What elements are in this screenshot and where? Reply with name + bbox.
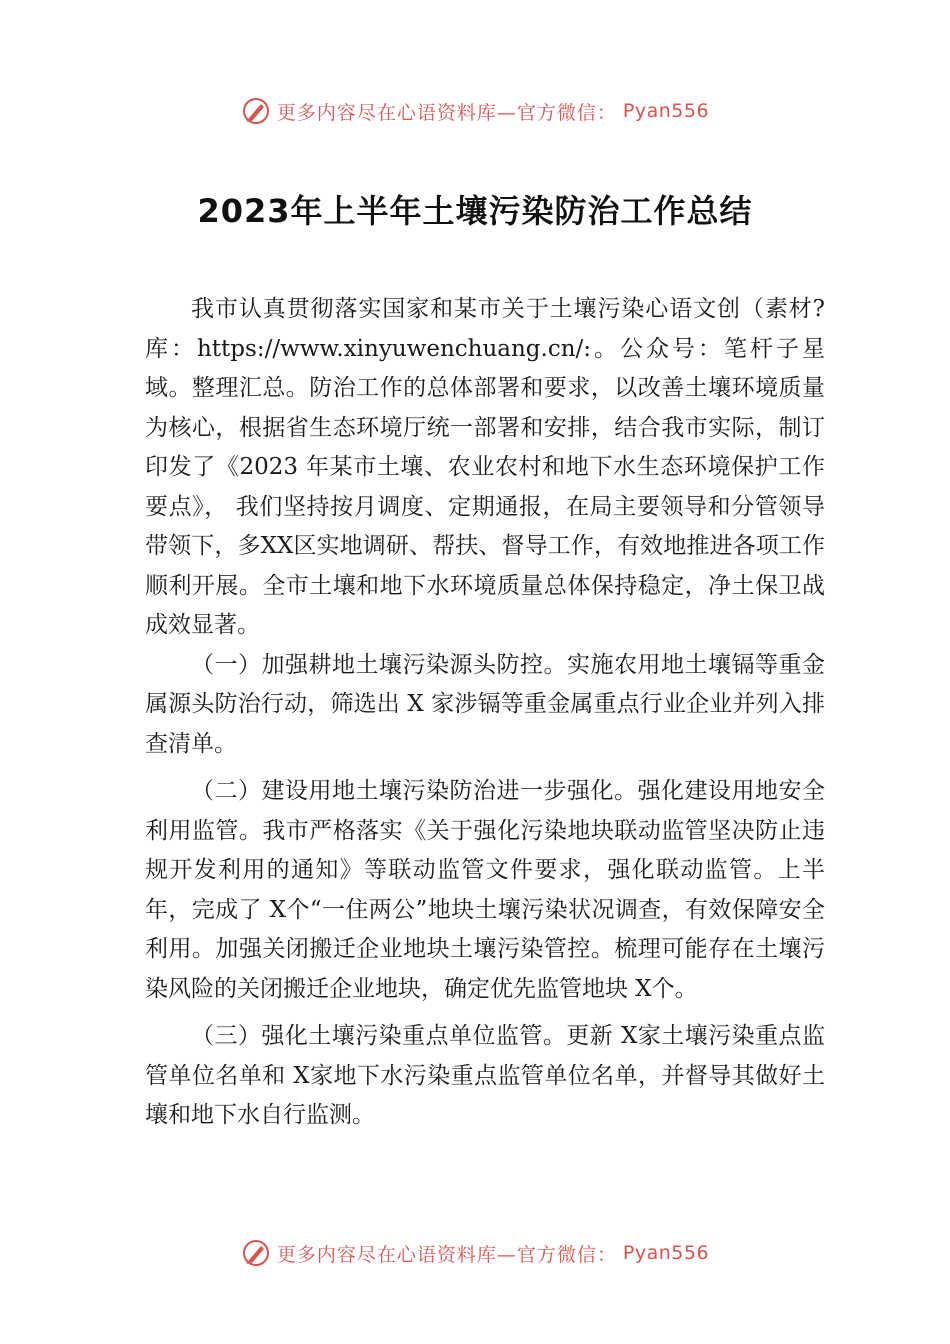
paragraph-section-2: （二）建设用地土壤污染防治进一步强化。强化建设用地安全利用监管。我市严格落实《关于强化污染地块联动监管坚决防止违规开发利用的通知》等联动监管文件要求，强化联动监管。上半年，完成了 X个“一住两公”地块土壤污染状况调查，有效保障安全利用。加强关闭搬迁企业地块土壤污染管控。梳理可能存在土壤污染风险的关闭搬迁企业地块，确定优先监管地块 X个。 — [145, 778, 825, 1002]
watermark-footer — [0, 1238, 950, 1268]
paragraph-section-3: （三）强化土壤污染重点单位监管。更新 X家土壤污染重点监管单位名单和 X家地下水污染重点监管单位名单，并督导其做好土壤和地下水自行监测。 — [145, 1023, 825, 1128]
watermark-text: 更多内容尽在心语资料库—官方微信： — [276, 1243, 617, 1266]
document-title: 2023年上半年土壤污染防治工作总结 — [197, 192, 753, 230]
paragraph-section-1: （一）加强耕地土壤污染源头防控。实施农用地土壤镉等重金属源头防治行动，筛选出 X 家涉镉等重金属重点行业企业并列入排查清单。 — [145, 651, 825, 757]
pen-nib-logo-icon — [241, 96, 271, 126]
document-body — [145, 290, 825, 1136]
watermark-wechat-id: Pyan556 — [622, 100, 710, 122]
watermark-header — [0, 96, 950, 126]
watermark-wechat-id: Pyan556 — [622, 1242, 710, 1264]
pen-nib-logo-icon — [241, 1238, 271, 1268]
watermark-text: 更多内容尽在心语资料库—官方微信： — [276, 101, 617, 124]
paragraph-intro: 我市认真贯彻落实国家和某市关于土壤污染心语文创（素材?库：https://www.xinyuwenchuang.cn/:。公众号：笔杆子星域。整理汇总。防治工作的总体部署和要求，以改善土壤环境质量为核心，根据省生态环境厅统一部署和安排，结合我市实际，制订印发了《2023 年某市土壤、农业农村和地下水生态环境保护工作要点》， 我们坚持按月调度、定期通报，在局主要领导和分管领导带领下，多XX区实地调研、帮扶、督导工作，有效地推进各项工作顺利开展。全市土壤和地下水环境质量总体保持稳定，净土保卫战成效显著。 — [145, 296, 825, 638]
